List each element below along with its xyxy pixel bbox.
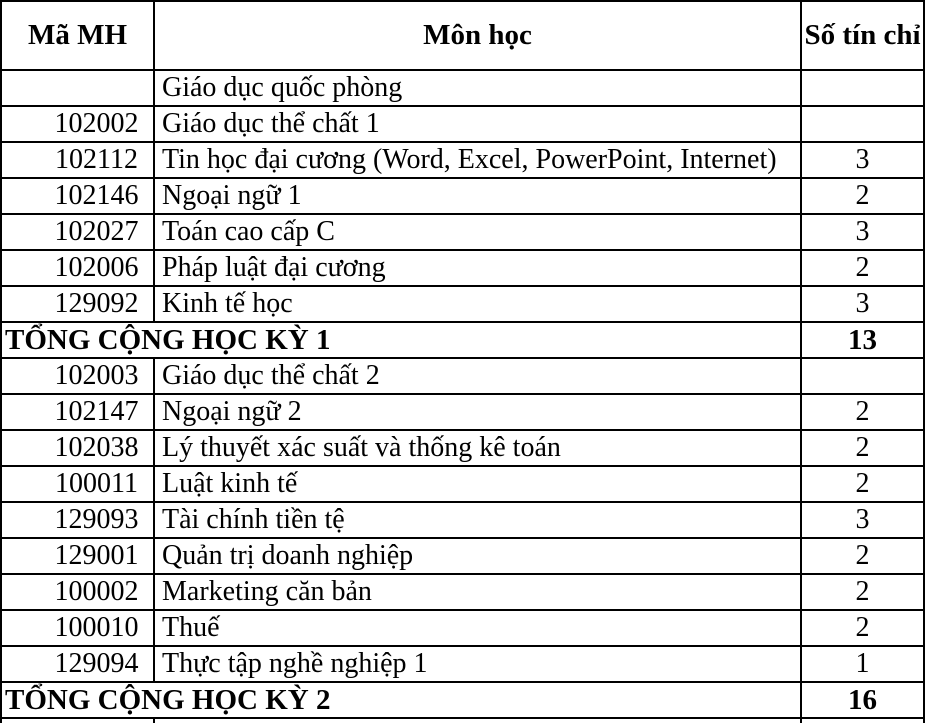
credits-cell: 2: [801, 538, 924, 574]
course-code-cell: 102002: [1, 106, 154, 142]
semester-total-row: [1, 682, 924, 718]
table-row: [1, 286, 924, 322]
table-row: [1, 610, 924, 646]
course-name-cell: Luật kinh tế: [154, 466, 801, 502]
credits-cell: 2: [801, 610, 924, 646]
table-row: [1, 430, 924, 466]
table-row: [1, 538, 924, 574]
credits-cell: 3: [801, 502, 924, 538]
column-header-course-name: Môn học: [154, 1, 801, 70]
partial-cutoff-row: [1, 718, 924, 723]
table-row: [1, 178, 924, 214]
course-name-cell: Pháp luật đại cương: [154, 250, 801, 286]
course-name-cell: Ngoại ngữ 1: [154, 178, 801, 214]
credits-cell: [801, 106, 924, 142]
credits-cell: 2: [801, 250, 924, 286]
course-code-cell: 102027: [1, 214, 154, 250]
credits-cell: 2: [801, 430, 924, 466]
course-name-cell: Giáo dục quốc phòng: [154, 70, 801, 106]
table-row: [1, 142, 924, 178]
table-row: [1, 250, 924, 286]
course-name-cell: Tài chính tiền tệ: [154, 502, 801, 538]
credits-cell: 3: [801, 142, 924, 178]
course-code-cell: 129001: [1, 538, 154, 574]
course-code-cell: 102003: [1, 358, 154, 394]
semester-total-credits: 13: [801, 322, 924, 358]
course-name-cell: Kinh tế học: [154, 286, 801, 322]
semester-total-label: TỔNG CỘNG HỌC KỲ 2: [1, 682, 801, 718]
course-code-cell: 102146: [1, 178, 154, 214]
credits-cell: [801, 70, 924, 106]
course-name-cell: Lý thuyết xác suất và thống kê toán: [154, 430, 801, 466]
credits-cell: 1: [801, 646, 924, 682]
table-row: [1, 358, 924, 394]
credits-cell: 2: [801, 394, 924, 430]
course-name-cell: Quản trị doanh nghiệp: [154, 538, 801, 574]
course-name-cell: Tin học đại cương (Word, Excel, PowerPoint, Internet): [154, 142, 801, 178]
course-code-cell: 100011: [1, 466, 154, 502]
table-row: [1, 106, 924, 142]
course-name-cell: Ngoại ngữ 2: [154, 394, 801, 430]
table-row: [1, 466, 924, 502]
table-row: [1, 574, 924, 610]
course-code-cell: 102006: [1, 250, 154, 286]
course-name-cell: Thuế: [154, 610, 801, 646]
course-code-cell: 100010: [1, 610, 154, 646]
column-header-course-code: Mã MH: [1, 1, 154, 70]
course-name-cell: Giáo dục thể chất 1: [154, 106, 801, 142]
table-row: [1, 214, 924, 250]
course-code-cell: 102147: [1, 394, 154, 430]
credits-cell: 2: [801, 574, 924, 610]
column-header-credits: Số tín chỉ: [801, 1, 924, 70]
course-code-cell: [1, 70, 154, 106]
table-row: [1, 70, 924, 106]
credits-cell: 3: [801, 286, 924, 322]
credits-cell: 3: [801, 214, 924, 250]
course-code-cell: 129092: [1, 286, 154, 322]
credits-cell: 2: [801, 466, 924, 502]
semester-total-credits: 16: [801, 682, 924, 718]
table-row: [1, 646, 924, 682]
course-name-cell: Toán cao cấp C: [154, 214, 801, 250]
course-code-cell: 100002: [1, 574, 154, 610]
course-name-cell: Marketing căn bản: [154, 574, 801, 610]
credits-cell: 2: [801, 178, 924, 214]
credits-cell: [801, 718, 924, 723]
course-code-cell: 129093: [1, 502, 154, 538]
header-row: [1, 1, 924, 70]
semester-total-row: [1, 322, 924, 358]
course-name-cell: Giáo dục thể chất 2: [154, 358, 801, 394]
table-row: [1, 502, 924, 538]
credits-cell: [801, 358, 924, 394]
course-code-cell: 102112: [1, 142, 154, 178]
course-name-cell: [154, 718, 801, 723]
table-row: [1, 394, 924, 430]
course-code-cell: [1, 718, 154, 723]
semester-total-label: TỔNG CỘNG HỌC KỲ 1: [1, 322, 801, 358]
course-code-cell: 129094: [1, 646, 154, 682]
course-name-cell: Thực tập nghề nghiệp 1: [154, 646, 801, 682]
course-code-cell: 102038: [1, 430, 154, 466]
